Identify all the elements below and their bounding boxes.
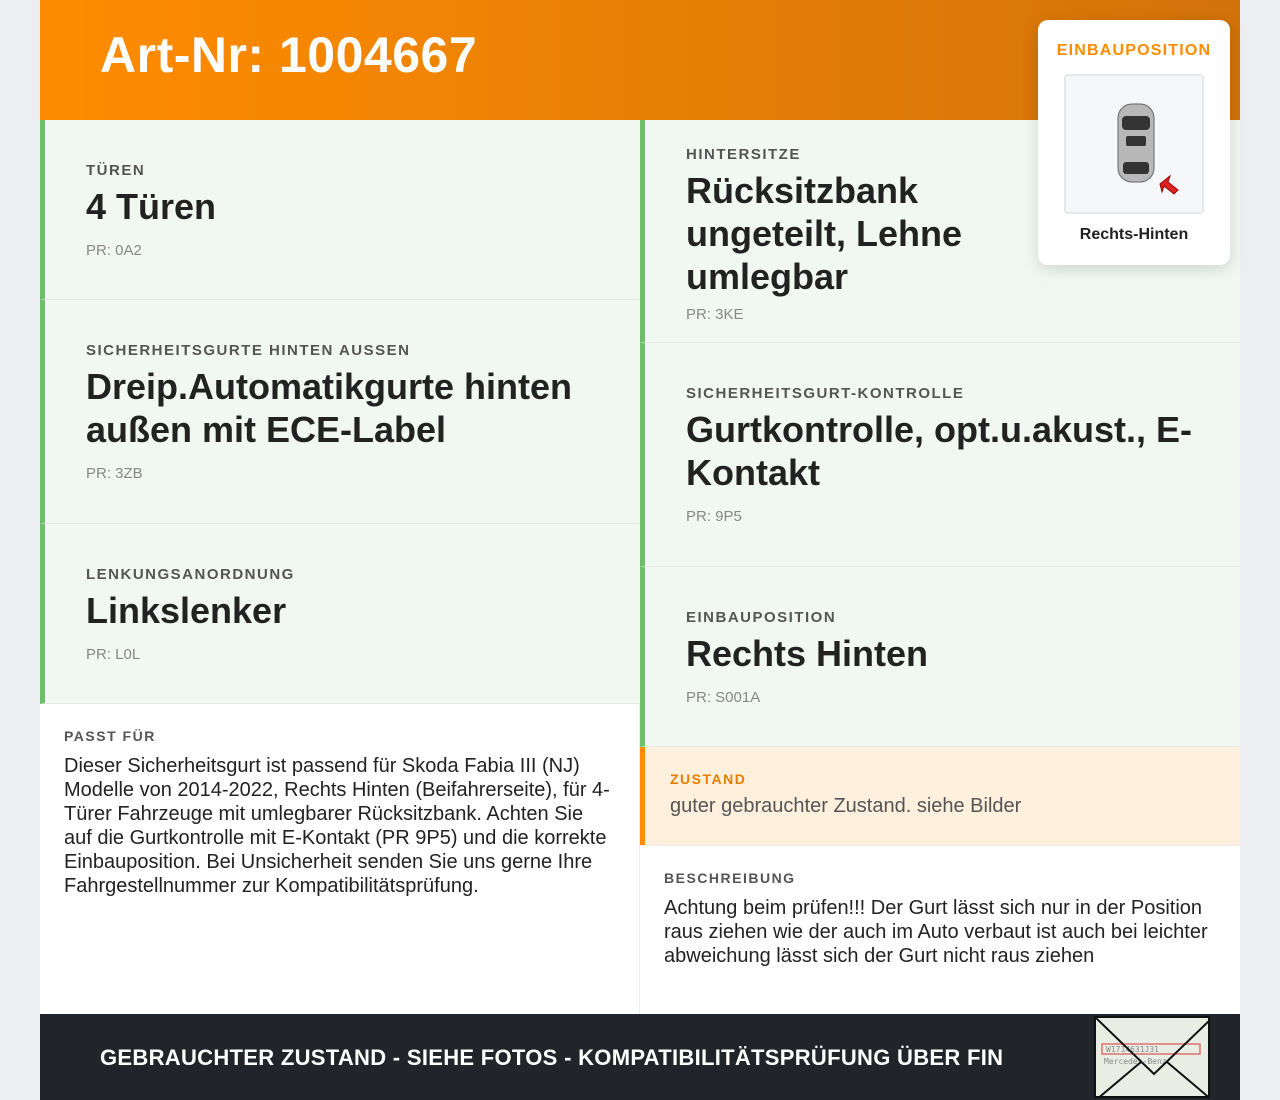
popup-caption: Rechts-Hinten	[1079, 226, 1189, 243]
condition-label: ZUSTAND	[670, 771, 747, 787]
product-sheet	[40, 0, 1240, 1100]
compatibility-label: PASST FÜR	[64, 728, 156, 744]
condition-text: guter gebrauchter Zustand. siehe Bilder	[670, 795, 1022, 817]
description-label: BESCHREIBUNG	[664, 870, 796, 886]
position-popup	[1038, 20, 1230, 265]
vin-envelope-image	[1094, 1016, 1210, 1098]
spec-value: Dreip.Automatikgurte hinten außen mit ECE-Label	[86, 366, 573, 450]
spec-steering	[40, 524, 640, 704]
spec-label: SICHERHEITSGURTE HINTEN AUSSEN	[86, 342, 411, 359]
spec-label: HINTERSITZE	[686, 146, 801, 163]
car-top-view-icon	[1066, 76, 1202, 212]
condition-section	[640, 747, 1240, 845]
spec-label: TÜREN	[86, 162, 146, 179]
spec-value: Gurtkontrolle, opt.u.akust., E-Kontakt	[686, 409, 1193, 493]
spec-pr: PR: 0A2	[86, 242, 142, 259]
footer-text: GEBRAUCHTER ZUSTAND - SIEHE FOTOS - KOMPATIBILITÄTSPRÜFUNG ÜBER FIN	[100, 1045, 1004, 1070]
spec-pr: PR: S001A	[686, 689, 761, 706]
spec-doors	[40, 120, 640, 300]
spec-value: Rücksitzbank ungeteilt, Lehne umlegbar	[686, 170, 963, 297]
spec-value: Linkslenker	[86, 590, 287, 631]
spec-pr: PR: L0L	[86, 646, 141, 663]
footer-banner	[40, 1014, 1240, 1100]
car-position-image	[1064, 74, 1204, 214]
article-number: Art-Nr: 1004667	[100, 27, 478, 83]
spec-pr: PR: 9P5	[686, 508, 742, 525]
spec-value: 4 Türen	[86, 186, 217, 227]
spec-label: EINBAUPOSITION	[686, 609, 837, 626]
spec-pr: PR: 3KE	[686, 306, 744, 323]
spec-value: Rechts Hinten	[686, 633, 929, 674]
popup-title: EINBAUPOSITION	[1056, 42, 1212, 59]
spec-seatbelts	[40, 300, 640, 524]
spec-pr: PR: 3ZB	[86, 465, 143, 482]
spec-position	[640, 567, 1240, 747]
svg-text:W1714631J31: W1714631J31	[1106, 1045, 1159, 1054]
description-section	[640, 845, 1240, 1014]
svg-text:Mercedes-Benz: Mercedes-Benz	[1104, 1057, 1167, 1066]
description-text: Achtung beim prüfen!!! Der Gurt lässt sich nur in der Position raus ziehen wie der auch im Auto verbaut ist auch bei leichter abweichung lässt sich der Gurt nicht raus ziehen	[664, 897, 1208, 967]
spec-label: SICHERHEITSGURT-KONTROLLE	[686, 385, 965, 402]
spec-belt-control	[640, 343, 1240, 567]
compatibility-section	[40, 704, 640, 1014]
compatibility-text: Dieser Sicherheitsgurt ist passend für Skoda Fabia III (NJ) Modelle von 2014-2022, Rechts Hinten (Beifahrerseite), für 4-Türer Fahrzeuge mit umlegbarer Rücksitzbank. Achten Sie auf die Gurtkontrolle mit E-Kontakt (PR 9P5) und die korrekte Einbauposition. Bei Unsicherheit senden Sie uns gerne Ihre Fahrgestellnummer zur Kompatibilitätsprüfung.	[64, 755, 610, 897]
spec-label: LENKUNGSANORDNUNG	[86, 566, 295, 583]
